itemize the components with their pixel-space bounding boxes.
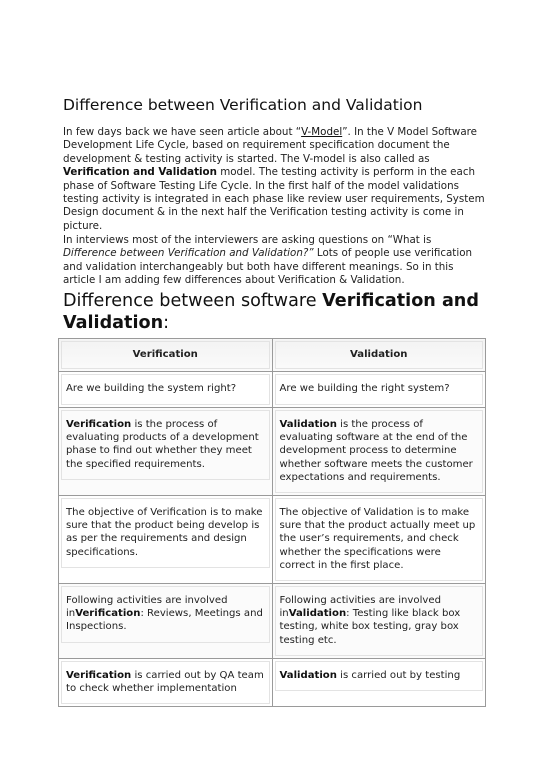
interview-paragraph: [63, 234, 487, 288]
interview-italic-question: Difference between Verification and Validation?”: [63, 247, 314, 260]
header-validation: Validation: [272, 339, 486, 372]
intro-bold-term: Verification and Validation: [63, 166, 217, 179]
page-title: Difference between Verification and Validation: [63, 96, 423, 114]
table-header-row: [59, 339, 486, 372]
table-row: [59, 496, 486, 584]
table-row: [59, 658, 486, 706]
verification-cell: Verification is carried out by QA team to check whether implementation: [59, 658, 273, 706]
intro-paragraph: [63, 126, 487, 233]
section-heading-end: :: [163, 313, 170, 333]
section-heading: [63, 290, 483, 334]
section-heading-bold: Verification and Validation: [63, 291, 479, 333]
validation-cell: Validation is carried out by testing: [272, 658, 486, 706]
verification-cell: The objective of Verification is to make sure that the product being develop is as per the requirements and design specifications.: [59, 496, 273, 584]
verification-cell: Are we building the system right?: [59, 372, 273, 408]
intro-text-start: In few days back we have seen article about “: [63, 126, 302, 138]
v-model-link[interactable]: V-Model: [301, 126, 343, 138]
verification-cell: Following activities are involved inVerification: Reviews, Meetings and Inspections.: [59, 584, 273, 659]
table-row: [59, 372, 486, 408]
header-verification: Verification: [59, 339, 273, 372]
validation-cell: Are we building the right system?: [272, 372, 486, 408]
validation-cell: Following activities are involved inValidation: Testing like black box testing, white box testing, gray box testing etc.: [272, 584, 486, 659]
intro-text-end: model. The testing activity is perform in the each phase of Software Testing Life Cycle. In the first half of the model validations testing activity is integrated in each phase like review user requirements, System Design document & in the next half the Verification testing activity is come in picture.: [63, 166, 485, 232]
validation-cell: Validation is the process of evaluating software at the end of the development process to determine whether software meets the customer expectations and requirements.: [272, 408, 486, 496]
section-heading-start: Difference between software: [63, 291, 323, 311]
validation-cell: The objective of Validation is to make sure that the product actually meet up the user’s requirements, and check whether the specifications were correct in the first place.: [272, 496, 486, 584]
comparison-table: [58, 338, 486, 707]
table-row: [59, 584, 486, 659]
interview-text-start: In interviews most of the interviewers are asking questions on “What is: [63, 234, 432, 246]
intro-text-mid: ”. In the V Model Software Development Life Cycle, based on requirement specification document the development & testing activity is started. The V-model is also called as: [63, 126, 477, 165]
verification-cell: Verification is the process of evaluating products of a development phase to find out whether they meet the specified requirements.: [59, 408, 273, 496]
interview-text-end: Lots of people use verification and validation interchangeably but both have different meanings. So in this article I am adding few differences about Verification & Validation.: [63, 247, 473, 287]
table-row: [59, 408, 486, 496]
